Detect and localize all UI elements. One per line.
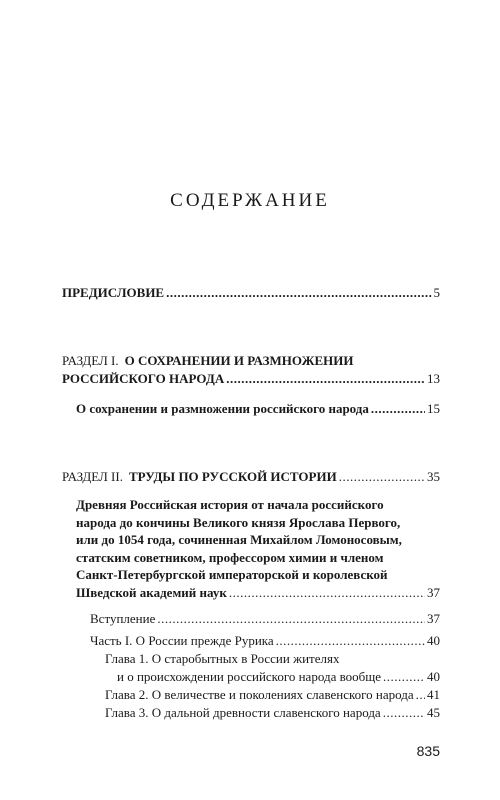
section-2-prefix: РАЗДЕЛ II. <box>62 469 123 484</box>
toc-entry-page: 13 <box>427 371 440 386</box>
work-title-line: Древняя Российская история от начала российского <box>76 497 384 512</box>
dot-leader <box>229 584 425 602</box>
dot-leader <box>416 686 425 704</box>
toc-entry-page: 40 <box>427 669 440 684</box>
toc-entry-label: Глава 2. О величестве и поколениях славенского народа <box>105 687 414 702</box>
dot-leader <box>226 370 425 388</box>
work-title-line: или до 1054 года, сочиненная Михайлом Ломоносовым, <box>76 532 402 547</box>
toc-entry-preface[interactable] <box>62 284 440 302</box>
dot-leader <box>276 632 425 650</box>
toc-entry-label: Часть I. О России прежде Рурика <box>90 633 274 648</box>
section-1-title-line2: РОССИЙСКОГО НАРОДА <box>62 371 225 386</box>
toc-entry-page: 15 <box>427 401 440 416</box>
toc-entry-label: Вступление <box>90 611 156 626</box>
toc-entry-label: Глава 3. О дальной древности славенского народа <box>105 705 381 720</box>
toc-section-1-line2[interactable] <box>62 370 440 388</box>
toc-entry-chapter-2[interactable] <box>105 686 440 704</box>
section-2-title: ТРУДЫ ПО РУССКОЙ ИСТОРИИ <box>128 469 337 484</box>
toc-entry-label: Глава 1. О старобытных в России жителях <box>105 651 340 666</box>
page-title: СОДЕРЖАНИЕ <box>170 190 330 211</box>
toc-entry-part-1[interactable] <box>90 632 440 650</box>
toc-entry-chapter-3[interactable] <box>105 704 440 722</box>
section-1-prefix: РАЗДЕЛ I. <box>62 353 119 368</box>
toc-work-title-last[interactable] <box>76 584 440 602</box>
toc-entry-intro[interactable] <box>90 610 440 628</box>
toc-entry-page: 40 <box>427 633 440 648</box>
toc-entry-label: и о происхождении российского народа вообще <box>117 669 382 684</box>
toc-entry-label: О сохранении и размножении российского народа <box>76 401 369 416</box>
toc-entry-chapter-1-line2[interactable] <box>117 668 440 686</box>
toc-entry-page: 37 <box>427 585 440 600</box>
dot-leader <box>339 468 425 486</box>
work-title-line: Санкт-Петербургской императорской и королевской <box>76 567 388 582</box>
page-number: 835 <box>416 743 440 759</box>
dot-leader <box>383 668 425 686</box>
toc-entry-section-1-sub[interactable] <box>76 400 440 418</box>
toc-entry-page: 37 <box>427 611 440 626</box>
dot-leader <box>371 400 425 418</box>
toc-section-1-line1[interactable] <box>62 352 440 370</box>
toc-entry-page: 41 <box>427 687 440 702</box>
work-title-line: народа до кончины Великого князя Ярослава Первого, <box>76 514 401 530</box>
section-1-title-line1: О СОХРАНЕНИИ И РАЗМНОЖЕНИИ <box>124 353 354 368</box>
toc-entry-page: 35 <box>427 469 440 484</box>
toc-section-2[interactable] <box>62 468 440 486</box>
work-title-line: статским советником, профессором химии и членом <box>76 549 384 565</box>
toc-entry-page: 45 <box>427 705 440 720</box>
toc-work-title[interactable] <box>76 496 440 584</box>
toc-entry-label: ПРЕДИСЛОВИЕ <box>62 285 165 300</box>
work-title-line: Шведской академий наук <box>76 585 227 600</box>
dot-leader <box>166 284 431 302</box>
dot-leader <box>383 704 425 722</box>
toc-entry-chapter-1-line1[interactable] <box>105 650 440 668</box>
dot-leader <box>157 610 425 628</box>
toc-entry-page: 5 <box>433 285 440 300</box>
